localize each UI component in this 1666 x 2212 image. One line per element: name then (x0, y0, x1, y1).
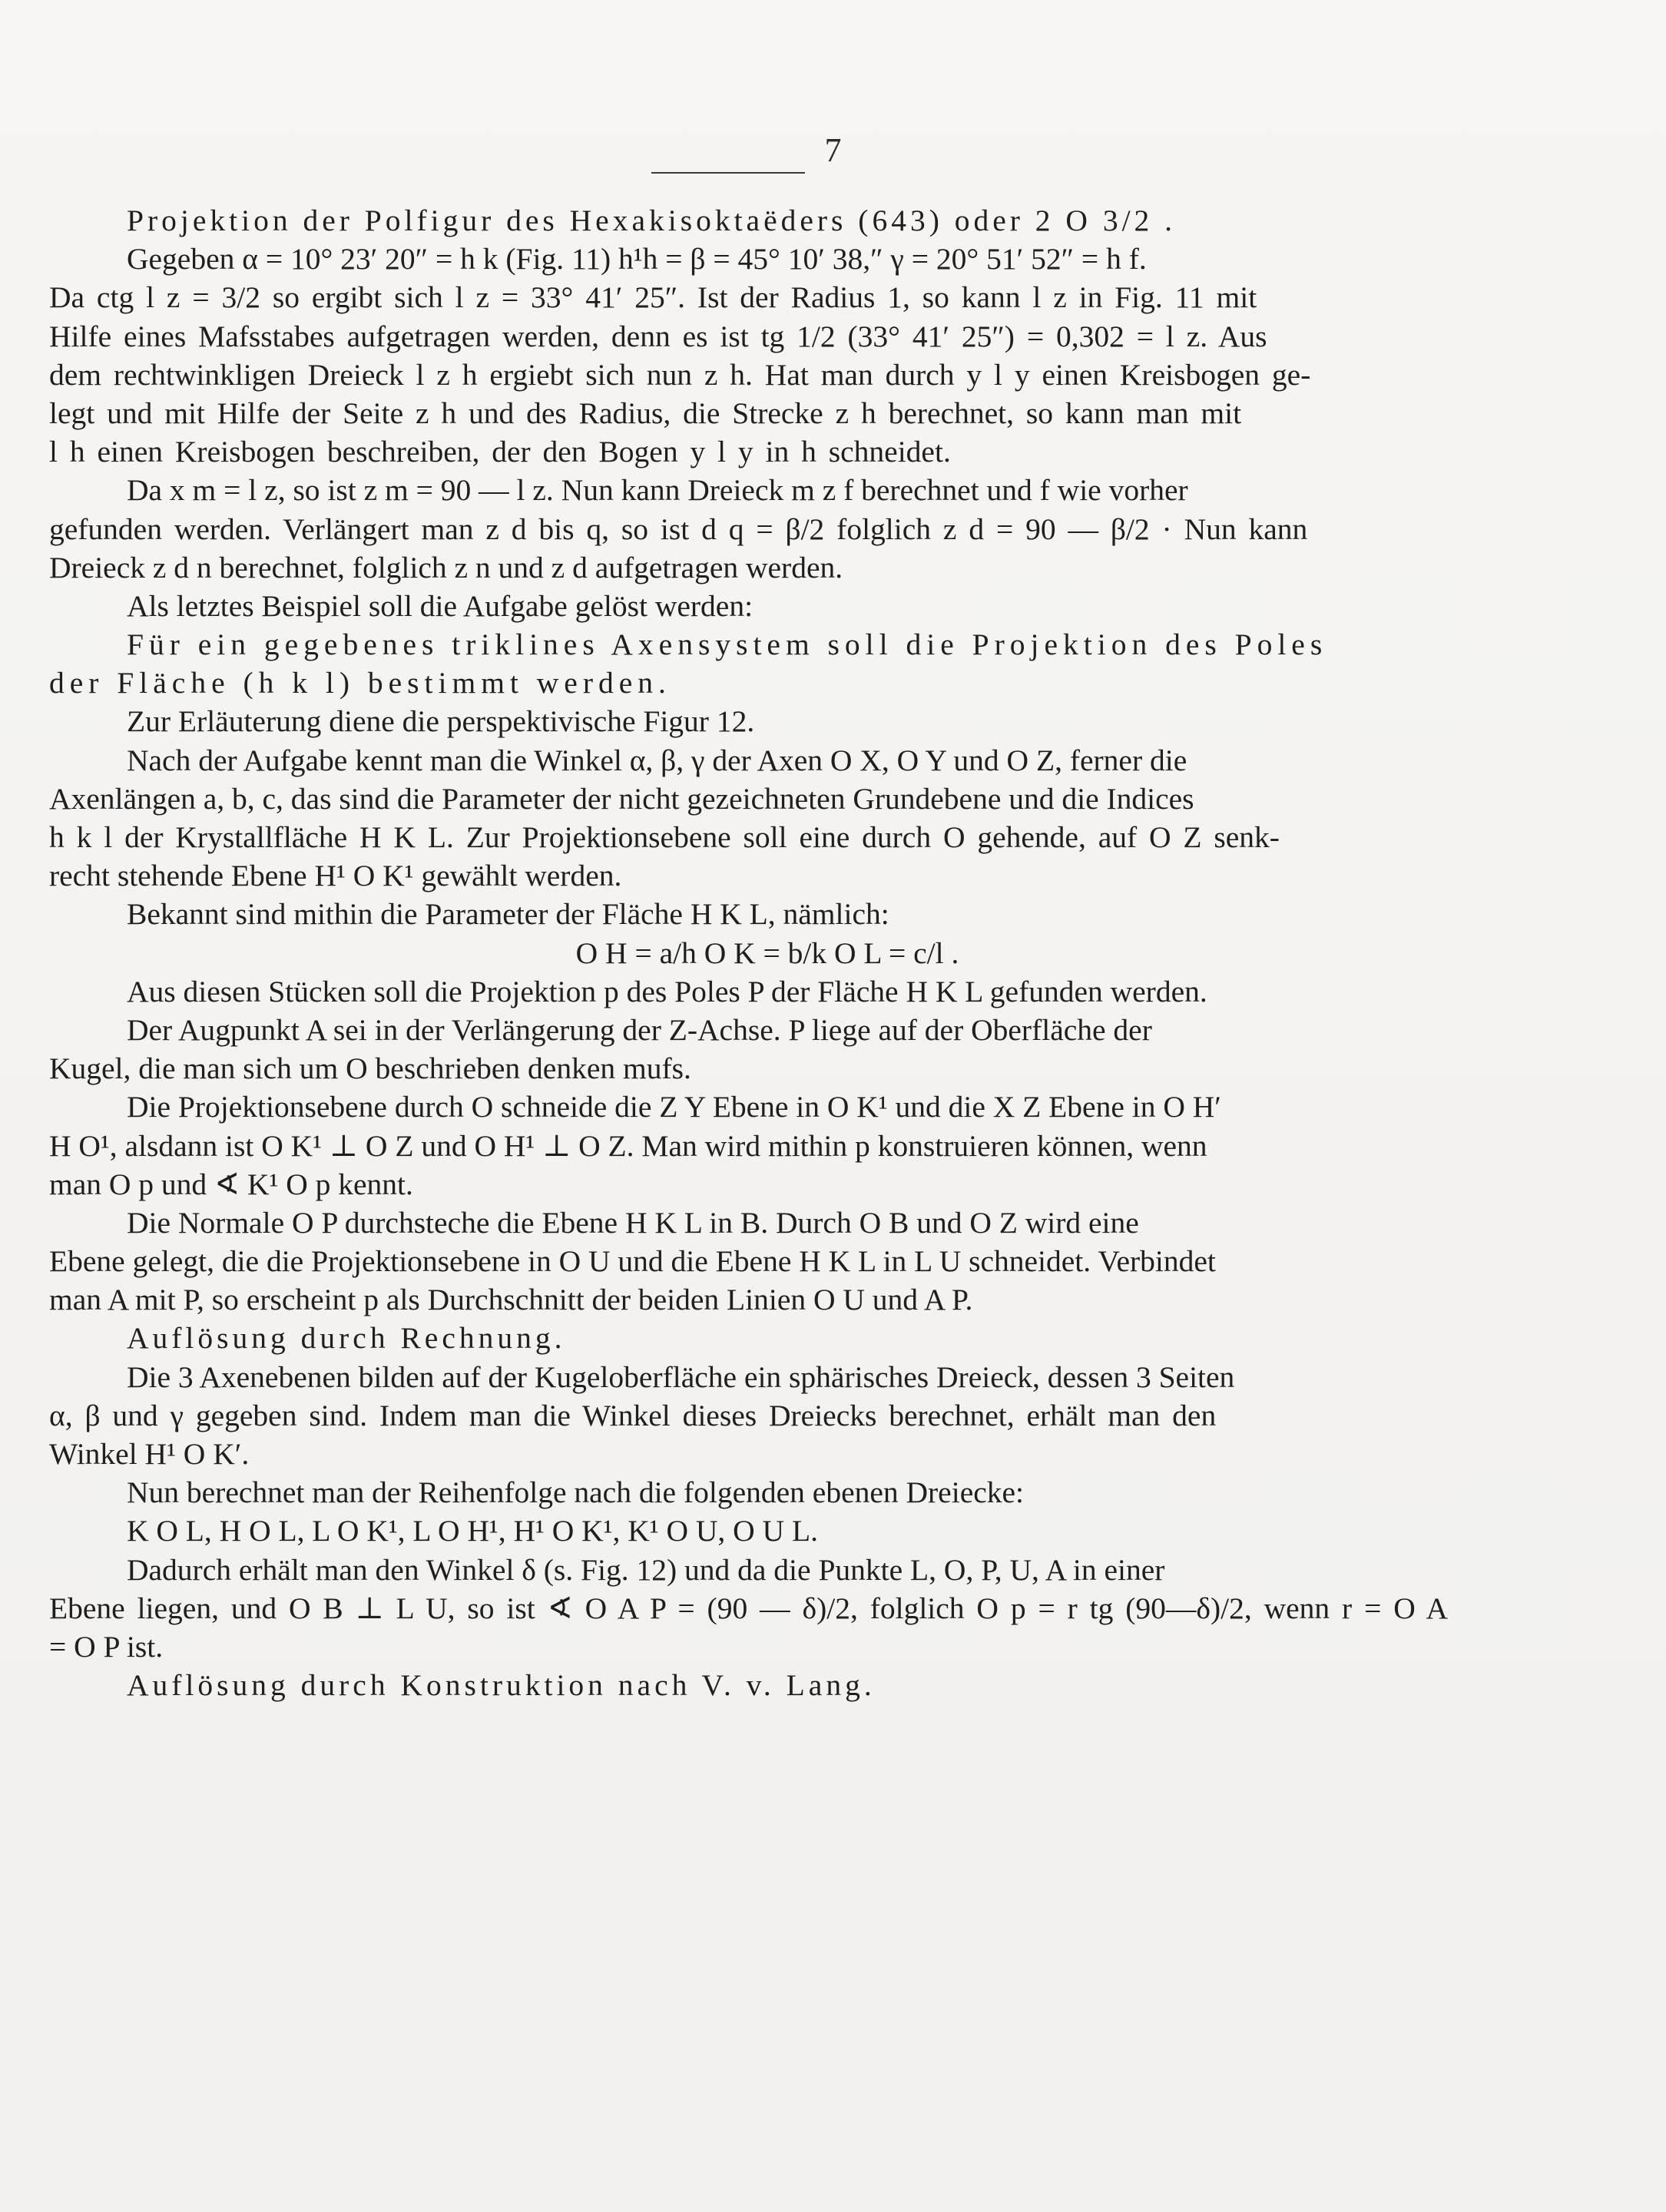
text-line: Gegeben α = 10° 23′ 20″ = h k (Fig. 11) h¹h = β = 45° 10′ 38,″ γ = 20° 51′ 52″ = h f. (127, 242, 1147, 276)
text-line: Winkel H¹ O K′. (49, 1437, 250, 1471)
text-line: Die Normale O P durchsteche die Ebene H K L in B. Durch O B und O Z wird eine (127, 1205, 1139, 1240)
text-line: gefunden werden. Verlängert man z d bis q, so ist d q = β/2 folglich z d = 90 — β/2 · Nun kann (49, 512, 1308, 546)
text-line: = O P ist. (49, 1629, 164, 1664)
text-line: l h einen Kreisbogen beschreiben, der den Bogen y l y in h schneidet. (49, 435, 951, 469)
text-line: Da x m = l z, so ist z m = 90 — l z. Nun kann Dreieck m z f berechnet und f wie vorher (127, 473, 1188, 508)
text-line: Ebene gelegt, die die Projektionsebene in O U und die Ebene H K L in L U schneidet. Verbindet (49, 1244, 1216, 1279)
text-line: man O p und ∢ K¹ O p kennt. (49, 1167, 413, 1201)
text-line: Da ctg l z = 3/2 so ergibt sich l z = 33° 41′ 25″. Ist der Radius 1, so kann l z in Fig. 11 mit (49, 280, 1257, 315)
text-line: Die Projektionsebene durch O schneide die Z Y Ebene in O K¹ und die X Z Ebene in O H′ (127, 1090, 1221, 1124)
text-line: Nach der Aufgabe kennt man die Winkel α, β, γ der Axen O X, O Y und O Z, ferner die (127, 743, 1187, 777)
text-line: α, β und γ gegeben sind. Indem man die Winkel dieses Dreiecks berechnet, erhält man den (49, 1398, 1217, 1432)
text-line: Kugel, die man sich um O beschrieben denken mufs. (49, 1051, 691, 1086)
page-number: 7 (824, 131, 842, 169)
text-line: O H = a/h O K = b/k O L = c/l . (575, 935, 959, 970)
text-line: recht stehende Ebene H¹ O K¹ gewählt werden. (49, 859, 622, 893)
text-line: Als letztes Beispiel soll die Aufgabe gelöst werden: (127, 588, 754, 623)
text-line: Die 3 Axenebenen bilden auf der Kugeloberfläche ein sphärisches Dreieck, dessen 3 Seiten (127, 1359, 1235, 1394)
text-line: der Fläche (h k l) bestimmt werden. (49, 666, 671, 700)
header-rule (651, 172, 805, 174)
text-line: dem rechtwinkligen Dreieck l z h ergiebt sich nun z h. Hat man durch y l y einen Kreisbogen ge- (49, 357, 1311, 392)
text-line: legt und mit Hilfe der Seite z h und des Radius, die Strecke z h berechnet, so kann man mit (49, 396, 1242, 430)
text-line: Hilfe eines Mafsstabes aufgetragen werden, denn es ist tg 1/2 (33° 41′ 25″) = 0,302 = l z. Aus (49, 319, 1267, 353)
text-line: H O¹, alsdann ist O K¹ ⊥ O Z und O H¹ ⊥ O Z. Man wird mithin p konstruieren können, wenn (49, 1128, 1207, 1163)
text-line: h k l der Krystallfläche H K L. Zur Projektionsebene soll eine durch O gehende, auf O Z senk- (49, 820, 1280, 854)
text-line: Auflösung durch Rechnung. (127, 1321, 566, 1356)
text-line: Dreieck z d n berechnet, folglich z n und z d aufgetragen werden. (49, 550, 843, 584)
text-line: Dadurch erhält man den Winkel δ (s. Fig. 12) und da die Punkte L, O, P, U, A in einer (127, 1552, 1165, 1587)
text-line: Aus diesen Stücken soll die Projektion p des Poles P der Fläche H K L gefunden werden. (127, 974, 1207, 1008)
text-line: Für ein gegebenes triklines Axensystem soll die Projektion des Poles (127, 628, 1328, 662)
text-line: Projektion der Polfigur des Hexakisoktaëders (643) oder 2 O 3/2 . (127, 204, 1177, 237)
body-text (49, 201, 1448, 1704)
text-line: Bekannt sind mithin die Parameter der Fläche H K L, nämlich: (127, 897, 889, 932)
text-line: Zur Erläuterung diene die perspektivische Figur 12. (127, 704, 755, 739)
text-line: Auflösung durch Konstruktion nach V. v. Lang. (127, 1668, 876, 1703)
text-line: Ebene liegen, und O B ⊥ L U, so ist ∢ O A P = (90 — δ)/2, folglich O p = r tg (90—δ)/2, wenn r = O A (49, 1591, 1448, 1625)
text-line: Axenlängen a, b, c, das sind die Parameter der nicht gezeichneten Grundebene und die Indices (49, 781, 1194, 816)
text-line: K O L, H O L, L O K¹, L O H¹, H¹ O K¹, K¹ O U, O U L. (127, 1514, 818, 1548)
text-line: Nun berechnet man der Reihenfolge nach die folgenden ebenen Dreiecke: (127, 1475, 1025, 1510)
text-line: Der Augpunkt A sei in der Verlängerung der Z-Achse. P liege auf der Oberfläche der (127, 1012, 1152, 1047)
text-line: man A mit P, so erscheint p als Durchschnitt der beiden Linien O U und A P. (49, 1283, 973, 1317)
